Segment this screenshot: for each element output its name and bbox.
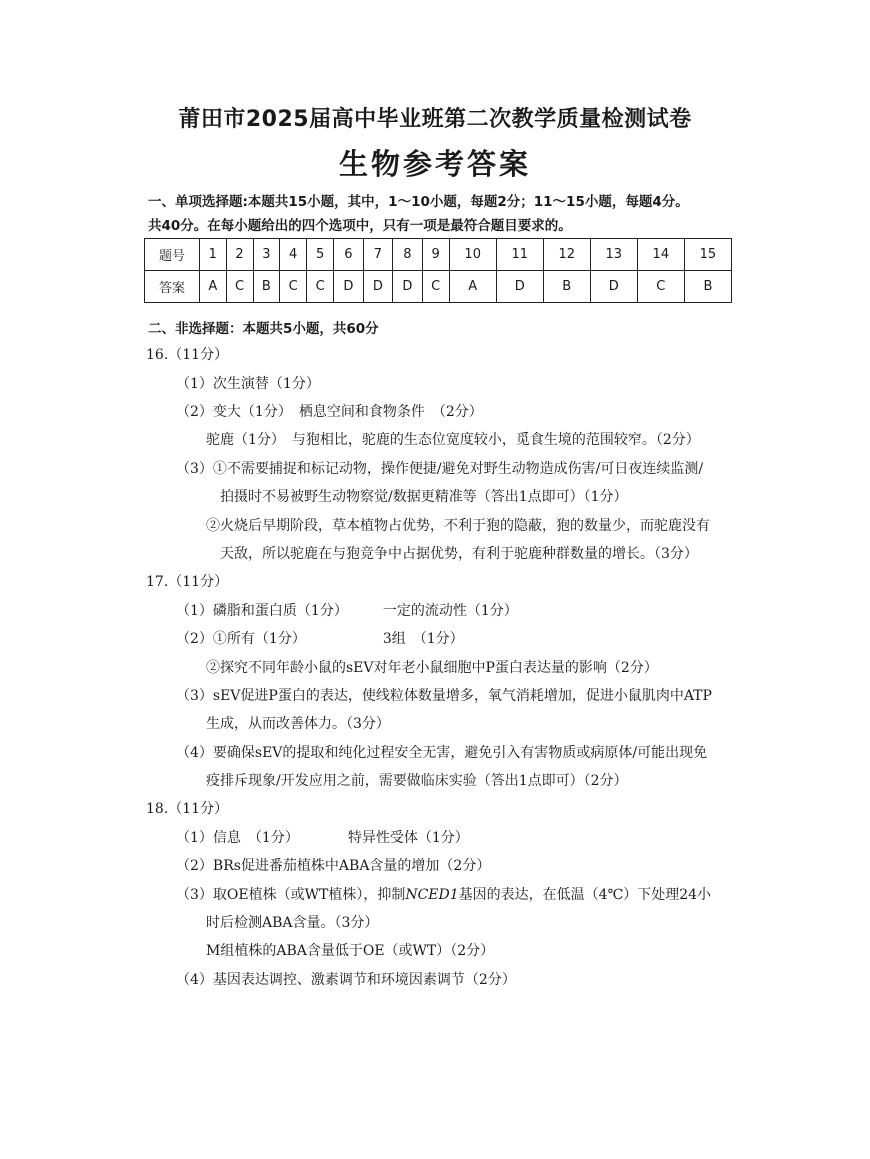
q16-part3-sub2-line2: 天敌，所以驼鹿在与狍竞争中占据优势，有利于驼鹿种群数量的增长。（3分） (220, 546, 698, 562)
q16-part3: （3）①不需要捕捉和标记动物，操作便捷/避免对野生动物造成伤害/可日夜连续监测/ (176, 461, 704, 477)
q18-part3-line3: M组植株的ABA含量低于OE（或WT）（2分） (206, 943, 495, 959)
section1-instructions (148, 190, 738, 238)
q17-part3-line2: 生成，从而改善体力。（3分） (206, 716, 390, 732)
q18-part3-text-a: （3）取OE植株（或WT植株），抑制 (176, 887, 406, 903)
document-title: 莆田市2025届高中毕业班第二次教学质量检测试卷 (178, 107, 692, 132)
question-number-cell: 10 (449, 239, 496, 271)
question-number-cell: 5 (307, 239, 334, 271)
question-number-cell: 9 (422, 239, 449, 271)
q17-part4-line2: 疫排斥现象/开发应用之前，需要做临床实验（答出1点即可）（2分） (206, 773, 628, 789)
question-number-cell: 3 (253, 239, 280, 271)
section1-line1: 一、单项选择题:本题共15小题，其中，1～10小题，每题2分；11～15小题，每题4分。 (148, 194, 689, 210)
answer-cell: D (334, 271, 364, 303)
q16-part1: （1）次生演替（1分） (176, 376, 320, 392)
q16-heading: 16.（11分） (146, 347, 229, 363)
question-number-cell: 14 (637, 239, 684, 271)
answer-cell: A (449, 271, 496, 303)
question-number-cell: 11 (496, 239, 543, 271)
q18-part3-text-b: 基因的表达，在低温（4℃）下处理24小 (458, 887, 712, 903)
answer-cell: D (496, 271, 543, 303)
answer-cell: C (280, 271, 307, 303)
answer-cell: C (226, 271, 253, 303)
answer-cell: C (422, 271, 449, 303)
answer-cell: A (200, 271, 227, 303)
q18-heading: 18.（11分） (146, 801, 229, 817)
q18-part4: （4）基因表达调控、激素调节和环境因素调节（2分） (176, 972, 516, 988)
q16-part2-line2: 驼鹿（1分） 与狍相比，驼鹿的生态位宽度较小，觅食生境的范围较窄。（2分） (206, 432, 700, 448)
number-header-cell: 题号 (145, 239, 200, 271)
q17-part1: （1）磷脂和蛋白质（1分） 一定的流动性（1分） (176, 603, 518, 619)
question-number-cell: 2 (226, 239, 253, 271)
answer-cell: B (543, 271, 590, 303)
q17-part3: （3）sEV促进P蛋白的表达，使线粒体数量增多，氧气消耗增加，促进小鼠肌肉中ATP (176, 688, 712, 704)
section2-heading: 二、非选择题：本题共5小题，共60分 (148, 321, 379, 337)
question-number-cell: 7 (363, 239, 393, 271)
answer-cell: C (637, 271, 684, 303)
answer-cell: D (393, 271, 423, 303)
question-number-cell: 1 (200, 239, 227, 271)
q18-part3-line2: 时后检测ABA含量。（3分） (206, 915, 379, 931)
q17-part4: （4）要确保sEV的提取和纯化过程安全无害，避免引入有害物质或病原体/可能出现免 (176, 745, 708, 761)
q18-part2: （2）BRs促进番茄植株中ABA含量的增加（2分） (176, 858, 491, 874)
section1-line2: 共40分。在每小题给出的四个选项中，只有一项是最符合题目要求的。 (148, 218, 572, 234)
answer-cell: D (363, 271, 393, 303)
answer-header-cell: 答案 (145, 271, 200, 303)
document-subtitle: 生物参考答案 (338, 147, 531, 181)
question-number-cell: 13 (590, 239, 637, 271)
gene-name-italic: NCED1 (405, 887, 459, 903)
question-number-cell: 4 (280, 239, 307, 271)
q18-part3 (176, 885, 711, 905)
question-number-cell: 6 (334, 239, 364, 271)
q16-part3-sub2: ②火烧后早期阶段，草本植物占优势，不利于狍的隐蔽，狍的数量少，而驼鹿没有 (206, 518, 710, 534)
answer-cell: C (307, 271, 334, 303)
question-number-cell: 15 (684, 239, 731, 271)
answer-cell: D (590, 271, 637, 303)
question-number-cell: 8 (393, 239, 423, 271)
answer-table-number-row (145, 239, 732, 271)
q17-part2-sub2: ②探究不同年龄小鼠的sEV对年老小鼠细胞中P蛋白表达量的影响（2分） (206, 660, 658, 676)
answer-table (144, 238, 732, 303)
q18-part1: （1）信息 （1分） 特异性受体（1分） (176, 830, 469, 846)
question-number-cell: 12 (543, 239, 590, 271)
q17-heading: 17.（11分） (146, 574, 229, 590)
answer-cell: B (253, 271, 280, 303)
answer-cell: B (684, 271, 731, 303)
q16-part3-line2: 拍摄时不易被野生动物察觉/数据更精准等（答出1点即可）（1分） (220, 489, 628, 505)
q16-part2: （2）变大（1分） 栖息空间和食物条件 （2分） (176, 404, 483, 420)
answer-table-answer-row (145, 271, 732, 303)
q17-part2: （2）①所有（1分） 3组 （1分） (176, 631, 464, 647)
